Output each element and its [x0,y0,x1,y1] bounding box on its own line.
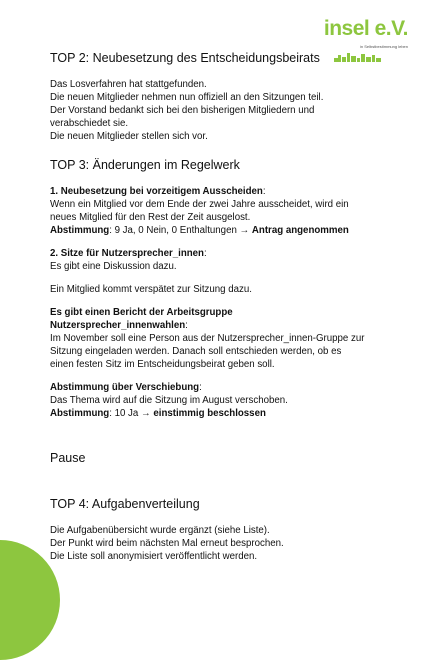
item1-line-1: Wenn ein Mitglied vor dem Ende der zwei Jahre ausscheidet, wird ein [50,199,349,210]
section-top4 [50,496,405,563]
logo-suffix: e.V. [374,17,408,40]
section-top3: TOP 3: Änderungen im Regelwerk 1. Neubesetzung bei vorzeitigem Ausscheiden: Wenn ein Mitglied vor dem Ende der zwei Jahre ausscheidet, wird ein neues Mitglied für den Rest der Zeit ausgelost. Abstimmung: 9 Ja, 0 Nein, 0 Enthaltungen → Antrag angenommen 2. Sitze für Nutzersprecher_innen: Es gibt eine Diskussion dazu. Ein Mitglied kommt verspätet zur Sitzung dazu. Es gibt einen Bericht der Arbeitsgruppe Nutzersprecher_innenwahlen: Im November soll eine Person aus der Nutzersprecher_innen-Gruppe zur Sitzung eingeladen werden. Danach soll entschieden werden, ob es einen festen Sitz im Entscheidungsbeirat geben soll. Abstimmung über Verschiebung: Das Thema wird auf die Sitzung im August verschoben. Abstimmung: 10 Ja → einstimmig beschlossen [50,157,405,420]
top4-line-1: Die Aufgabenübersicht wurde ergänzt (siehe Liste). [50,525,270,536]
item2-line-1: Es gibt eine Diskussion dazu. [50,261,177,272]
top2-line-1: Das Losverfahren hat stattgefunden. [50,79,207,90]
item1-line-2: neues Mitglied für den Rest der Zeit ausgelost. [50,212,251,223]
vote-title: Abstimmung über Verschiebung [50,382,200,393]
logo-word: insel [323,17,370,40]
vote-result: Abstimmung: 10 Ja → einstimmig beschlossen [50,408,266,419]
vote-line-1: Das Thema wird auf die Sitzung im August verschoben. [50,395,288,406]
heading-top3: TOP 3: Änderungen im Regelwerk [50,158,240,172]
report-title-1: Es gibt einen Bericht der Arbeitsgruppe [50,307,233,318]
top2-line-2: Die neuen Mitglieder nehmen nun offiziell an den Sitzungen teil. [50,92,324,103]
report-line-3: einen festen Sitz im Entscheidungsbeirat geben soll. [50,359,275,370]
report-line-1: Im November soll eine Person aus der Nutzersprecher_innen-Gruppe zur [50,333,365,344]
top4-line-3: Die Liste soll anonymisiert veröffentlicht werden. [50,551,258,562]
item1-title: 1. Neubesetzung bei vorzeitigem Ausscheiden [50,186,263,197]
report-title-2: Nutzersprecher_innenwahlen [50,320,186,331]
item2-title: 2. Sitze für Nutzersprecher_innen [50,248,204,259]
section-top2 [50,50,405,143]
item2-line-2: Ein Mitglied kommt verspätet zur Sitzung dazu. [50,284,252,295]
item1-vote: Abstimmung: 9 Ja, 0 Nein, 0 Enthaltungen → Antrag angenommen [50,225,349,236]
document-body [50,50,405,563]
pause-heading: Pause [50,451,86,465]
report-line-2: Sitzung eingeladen werden. Danach soll entschieden werden, ob es [50,346,342,357]
heading-top2: TOP 2: Neubesetzung des Entscheidungsbeirats [50,51,320,65]
top2-line-5: Die neuen Mitglieder stellen sich vor. [50,131,208,142]
top2-line-3: Der Vorstand bedankt sich bei den bisherigen Mitgliedern und [50,105,315,116]
heading-top4: TOP 4: Aufgabenverteilung [50,497,200,511]
top4-line-2: Der Punkt wird beim nächsten Mal erneut besprochen. [50,538,284,549]
logo-tagline: in Selbstbestimmung leben [359,44,408,49]
top2-line-4: verabschiedet sie. [50,118,129,129]
